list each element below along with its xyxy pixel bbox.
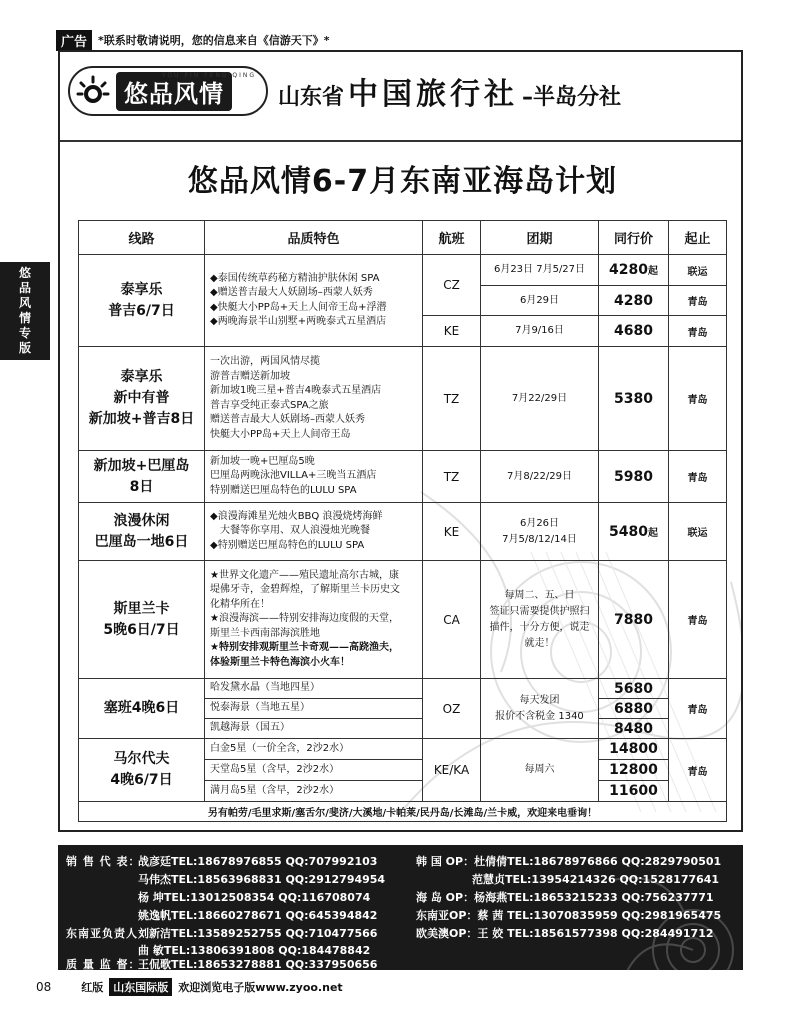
- date-cell: 7月8/22/29日: [481, 451, 599, 503]
- route-line: 巴厘岛一地6日: [94, 533, 189, 550]
- price-cell: 6880: [599, 699, 669, 719]
- route-line: 泰享乐: [120, 369, 163, 385]
- route-line: 普吉6/7日: [108, 302, 175, 319]
- feature-line: 新加坡一晚+巴厘岛5晚: [210, 455, 315, 467]
- table-row: [79, 503, 727, 561]
- feature-line: 体验斯里兰卡特色海滨小火车！: [210, 656, 350, 668]
- brand-pinyin: YOU PIN FENG QING: [162, 72, 257, 79]
- route-line: 5晚6日/7日: [103, 621, 180, 638]
- option-cell: 白金5星（一价全含，2沙2水）: [205, 739, 423, 760]
- table-row: [79, 561, 727, 679]
- price-suffix: 起: [647, 266, 658, 277]
- side-tab: [0, 262, 50, 360]
- side-tab-char: 品: [18, 281, 31, 295]
- route-line: 马尔代夫: [113, 751, 170, 767]
- header-dates: 团期: [481, 221, 599, 255]
- route-line: 新中有普: [113, 390, 170, 406]
- tour-table: [78, 220, 727, 822]
- contact-entry: 战彦廷TEL:18678976855 QQ:707992103: [138, 855, 378, 868]
- price-cell: [599, 503, 669, 561]
- footnote-row: [79, 802, 727, 822]
- contact-entry: 杨 坤TEL:13012508354 QQ:116708074: [138, 891, 371, 904]
- date-cell: 7月22/29日: [481, 347, 599, 451]
- contact-entry: 王侃歌TEL:18653278881 QQ:337950656: [138, 958, 378, 970]
- date-cell: [481, 679, 599, 739]
- route-cell: 塞班4晚6日: [79, 679, 205, 739]
- sun-icon: [76, 74, 110, 108]
- header-airline: 航班: [423, 221, 481, 255]
- footer: [36, 976, 776, 998]
- feature-line: 赠送普吉最大人妖剧场–西蒙人妖秀: [210, 414, 365, 425]
- date-cell: 7月9/16日: [481, 316, 599, 347]
- feature-line: 大餐等你享用、双人浪漫烛光晚餐: [220, 525, 370, 537]
- date-line: 就走！: [524, 637, 555, 649]
- ad-text: *联系时敬请说明，您的信息来自《信游天下》*: [98, 34, 330, 47]
- price-suffix: 起: [647, 527, 658, 539]
- route-cell: [79, 255, 205, 347]
- footnote: 另有帕劳/毛里求斯/塞舌尔/斐济/大溪地/卡帕莱/民丹岛/长滩岛/兰卡威，欢迎来电垂询！: [79, 802, 727, 822]
- features-cell: [205, 255, 423, 347]
- price-cell: 7880: [599, 561, 669, 679]
- header-features: 品质特色: [205, 221, 423, 255]
- option-cell: 满月岛5星（含早，2沙2水）: [205, 781, 423, 802]
- date-line: 每周二、五、日: [504, 589, 575, 601]
- departure-cell: 青岛: [669, 286, 727, 316]
- brand-logo: [68, 66, 268, 116]
- header-price: 同行价: [599, 221, 669, 255]
- features-cell: [205, 451, 423, 503]
- departure-cell: 青岛: [669, 347, 727, 451]
- table-header-row: [79, 221, 727, 255]
- table-row: [79, 451, 727, 503]
- airline-cell: CZ: [423, 255, 481, 316]
- ad-tag: 广告: [56, 30, 92, 51]
- date-line: 描件，十分方便，说走: [489, 621, 590, 633]
- features-cell: [205, 561, 423, 679]
- feature-line: 一次出游，两国风情尽揽: [210, 356, 320, 367]
- airline-cell: KE: [423, 316, 481, 347]
- feature-line: 堤佛牙寺，金碧辉煌，了解斯里兰卡历史文: [210, 584, 400, 596]
- header-divider: [60, 140, 743, 142]
- side-tab-char: 风: [18, 296, 31, 310]
- price-value: 4280: [609, 262, 648, 278]
- price-cell: 8480: [599, 719, 669, 739]
- edition-label: 红版: [81, 981, 104, 994]
- date-cell: [481, 503, 599, 561]
- feature-line: 普吉享受纯正泰式SPA之旅: [210, 399, 329, 411]
- option-cell: 哈发黛水晶（当地四星）: [205, 679, 423, 699]
- contact-sea: [66, 925, 377, 941]
- departure-cell: 联运: [669, 255, 727, 286]
- date-line: 6月26日: [519, 517, 560, 529]
- page-title: 悠品风情6-7月东南亚海岛计划: [187, 164, 618, 199]
- route-line: 新加坡+普吉8日: [88, 411, 195, 427]
- price-cell: 12800: [599, 760, 669, 781]
- website-link[interactable]: 欢迎浏览电子版www.zyoo.net: [178, 981, 343, 994]
- departure-cell: 青岛: [669, 316, 727, 347]
- contact-entry: 东南亚OP：蔡 茜 TEL:13070835959 QQ:2981965475: [416, 909, 722, 922]
- feature-line: ◆特别赠送巴厘岛特色的LULU SPA: [210, 539, 365, 551]
- date-cell: [481, 561, 599, 679]
- departure-cell: 青岛: [669, 679, 727, 739]
- feature-line: ◆浪漫海滩星光烛火BBQ 浪漫烧烤海鲜: [210, 510, 383, 522]
- feature-line: 新加坡1晚三星+普吉4晚泰式五星酒店: [210, 385, 382, 396]
- feature-line: 游普吉赠送新加坡: [210, 370, 290, 382]
- route-line: 4晚6/7日: [110, 772, 173, 788]
- agency-name: [278, 69, 621, 113]
- contact-entry: 欧美澳OP：王 姣 TEL:18561577398 QQ:284491712: [416, 927, 714, 940]
- contact-entry: 姚逸帆TEL:18660278671 QQ:645394842: [138, 909, 378, 922]
- feature-line: 快艇大小PP岛+天上人间帝王岛: [210, 428, 351, 440]
- contact-qc: [66, 956, 377, 970]
- departure-cell: 青岛: [669, 561, 727, 679]
- route-line: 泰享乐: [120, 281, 163, 298]
- feature-line: 化精华所在！: [210, 598, 270, 610]
- feature-line: 巴厘岛两晚泳池VILLA+三晚当五酒店: [210, 470, 377, 482]
- table-row: [79, 255, 727, 286]
- date-cell: 6月29日: [481, 286, 599, 316]
- route-cell: [79, 347, 205, 451]
- header-departure: 起止: [669, 221, 727, 255]
- feature-line: ◆泰国传统草药秘方精油护肤休闲 SPA: [210, 272, 380, 284]
- contact-label-sales: 销 售 代 表：: [66, 855, 141, 868]
- edition-badge: 山东国际版: [109, 978, 172, 996]
- airline-cell: CA: [423, 561, 481, 679]
- side-tab-char: 情: [18, 311, 31, 325]
- route-cell: [79, 503, 205, 561]
- departure-cell: 青岛: [669, 451, 727, 503]
- price-cell: 11600: [599, 781, 669, 802]
- contact-label-qc: 质 量 监 督：: [66, 958, 141, 970]
- date-cell: 每周六: [481, 739, 599, 802]
- contact-entry: 海 岛 OP：杨海燕TEL:18653215233 QQ:756237771: [416, 891, 714, 904]
- feature-line: ◆赠送普吉最大人妖剧场–西蒙人妖秀: [210, 287, 373, 298]
- airline-cell: TZ: [423, 451, 481, 503]
- route-line: 8日: [129, 478, 154, 495]
- feature-line: 特别赠送巴厘岛特色的LULU SPA: [210, 484, 357, 496]
- departure-cell: 联运: [669, 503, 727, 561]
- features-cell: [205, 503, 423, 561]
- route-cell: [79, 451, 205, 503]
- price-cell: 4280: [599, 286, 669, 316]
- feature-line: ◆两晚海景半山别墅+两晚泰式五星酒店: [210, 316, 387, 327]
- agency-prefix: 山东省: [278, 85, 345, 110]
- header: [60, 60, 743, 122]
- date-line: 每天发团: [519, 694, 560, 706]
- date-line: 报价不含税金 1340: [495, 710, 584, 722]
- price-cell: 5980: [599, 451, 669, 503]
- route-cell: [79, 739, 205, 802]
- price-cell: 5680: [599, 679, 669, 699]
- contact-block: [58, 845, 743, 970]
- contact-entry: 马伟杰TEL:18563968831 QQ:2912794954: [138, 873, 386, 886]
- side-tab-char: 悠: [18, 266, 31, 280]
- airline-cell: KE/KA: [423, 739, 481, 802]
- features-cell: [205, 347, 423, 451]
- route-line: 浪漫休闲: [113, 512, 170, 529]
- contact-entry: 曲 敏TEL:13806391808 QQ:184478842: [138, 944, 371, 957]
- date-line: 7月5/8/12/14日: [502, 533, 577, 545]
- contact-entry: 范慧贞TEL:13954214326 QQ:1528177641: [472, 873, 720, 886]
- price-cell: 5380: [599, 347, 669, 451]
- option-cell: 悦泰海景（当地五星）: [205, 699, 423, 719]
- table-row: [79, 679, 727, 699]
- side-tab-char: 版: [18, 341, 31, 355]
- feature-line: ★浪漫海滨——特别安排海边度假的天堂，: [210, 613, 399, 625]
- airline-cell: KE: [423, 503, 481, 561]
- page-number: 08: [36, 980, 52, 994]
- airline-cell: OZ: [423, 679, 481, 739]
- table-row: [79, 347, 727, 451]
- header-route: 线路: [79, 221, 205, 255]
- agency-suffix: –半岛分社: [522, 85, 622, 110]
- route-line: 新加坡+巴厘岛: [93, 457, 190, 474]
- side-tab-char: 专: [18, 326, 31, 340]
- brand-name: 悠品风情: [116, 72, 232, 111]
- contact-sales-1: [66, 853, 377, 869]
- price-cell: 14800: [599, 739, 669, 760]
- feature-line: ★特别安排观斯里兰卡奇观——高跷渔夫，: [210, 642, 399, 654]
- route-line: 斯里兰卡: [113, 600, 170, 617]
- option-cell: 凯越海景（国五）: [205, 719, 423, 739]
- airline-cell: TZ: [423, 347, 481, 451]
- price-value: 5480: [609, 523, 648, 540]
- option-cell: 天堂岛5星（含早，2沙2水）: [205, 760, 423, 781]
- contact-entry: 韩 国 OP：杜倩倩TEL:18678976866 QQ:2829790501: [416, 855, 722, 868]
- date-line: 签证只需要提供护照扫: [489, 605, 590, 617]
- feature-line: 斯里兰卡西南部海滨胜地: [210, 627, 320, 639]
- contact-label-sea: 东南亚负责人：: [66, 927, 150, 940]
- ad-frame: [58, 50, 743, 832]
- contact-entry: 刘新洁TEL:13589252755 QQ:710477566: [138, 927, 378, 940]
- price-cell: 4680: [599, 316, 669, 347]
- departure-cell: 青岛: [669, 739, 727, 802]
- agency-main: 中国旅行社: [348, 77, 519, 112]
- route-cell: [79, 561, 205, 679]
- ad-strip: [56, 30, 776, 50]
- price-cell: [599, 255, 669, 286]
- table-row: [79, 739, 727, 760]
- date-cell: 6月23日 7月5/27日: [481, 255, 599, 286]
- feature-line: ★世界文化遗产——殖民遗址高尔古城，康: [210, 569, 399, 581]
- feature-line: ◆快艇大小PP岛+天上人间帝王岛+浮潜: [210, 301, 387, 313]
